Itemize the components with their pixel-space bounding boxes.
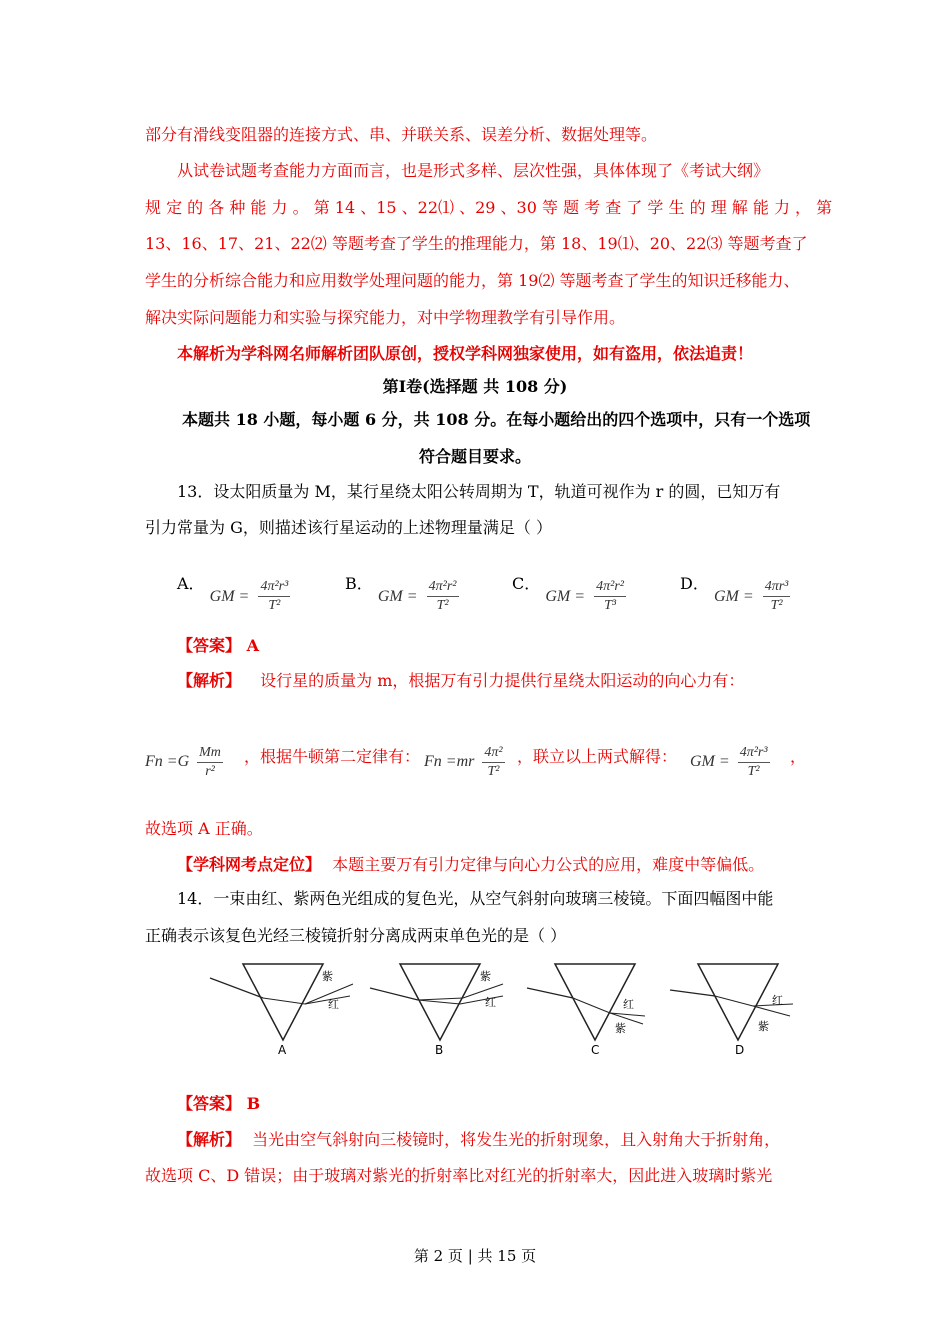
formula-denominator: T² [770,598,783,613]
ray-label-top: 紫 [322,970,333,983]
refracted-ray [573,998,610,1013]
incident-ray [370,988,418,1000]
copyright-notice: 本解析为学科网名师解析团队原创，授权学科网独家使用，如有盗用，依法追责！ [177,344,754,363]
answer-tag: 【答案】 [177,1094,242,1113]
paragraph-line: 从试卷试题考查能力方面而言，也是形式多样、层次性强，具体体现了《考试大纲》 [177,161,770,180]
formula-lhs: GM = [209,588,250,605]
option-d [680,566,790,613]
figure-letter: A [278,1043,287,1057]
keypoint-tag: 【学科网考点定位】 [177,855,322,874]
paragraph-line: 解决实际问题能力和实验与探究能力，对中学物理教学有引导作用。 [145,308,626,327]
analysis-tag: 【解析】 [177,1130,242,1149]
analysis-text: 设行星的质量为 m，根据万有引力提供行星绕太阳运动的向心力有： [260,671,745,690]
formula-numerator: 4π²r² [427,578,459,597]
ray-label-top: 紫 [480,970,491,983]
formula-denominator: T² [747,764,760,779]
paragraph-line: 规 定 的 各 种 能 力 。 第 14 、15 、22⑴ 、29 、30 等 题 考 查 了 学 生 的 理 解 能 力 ， 第 [145,198,833,217]
paragraph-line: 13、16、17、21、22⑵ 等题考查了学生的推理能力，第 18、19⑴、20、22⑶ 等题考查了 [145,234,808,253]
figure-letter: C [591,1043,600,1057]
incident-ray [670,990,715,996]
formula-numerator: 4πr³ [763,578,791,597]
option-c [512,566,626,613]
refracted-ray-violet [418,998,463,1000]
q13-answer [177,635,259,657]
formula-lhs: Fn =G [145,753,190,771]
q14-analysis [177,1129,780,1151]
formula-lhs: GM = [690,753,730,771]
analysis-text: 当光由空气斜射向三棱镜时，将发生光的折射现象，且入射角大于折射角， [252,1130,781,1149]
instructions-line: 符合题目要求。 [418,447,531,466]
formula-lhs: GM = [545,588,586,605]
option-b [345,566,459,613]
formula-lhs: GM = [377,588,418,605]
formula-numerator: 4π²r³ [258,578,290,597]
formula-connector: ， [790,747,807,766]
q13-analysis [177,670,744,692]
refracted-ray-red [418,1000,460,1004]
formula-denominator: T² [487,764,500,779]
formula-connector: ，根据牛顿第二定律有： [244,747,421,766]
q14-stem: 14．一束由红、紫两色光组成的复色光，从空气斜射向玻璃三棱镜。下面四幅图中能 [177,889,774,908]
formula-numerator: Mm [197,744,223,763]
option-label: D． [680,574,709,593]
q13-conclusion: 故选项 A 正确。 [145,819,263,838]
q13-stem: 13．设太阳质量为 M，某行星绕太阳公转周期为 T，轨道可视作为 r 的圆，已知万有 [177,482,781,501]
formula-numerator: 4π²r³ [738,744,770,763]
answer-tag: 【答案】 [177,636,242,655]
prism-figures [205,958,845,1058]
exit-ray-bottom [753,1006,790,1016]
prism-figure-d [670,964,793,1057]
refracted-ray [263,998,305,1004]
keypoint-text: 本题主要万有引力定律与向心力公式的应用，难度中等偏低。 [332,855,765,874]
prism-figure-a [210,964,353,1057]
page-footer: 第 2 页 | 共 15 页 [413,1247,537,1265]
formula-numerator: 4π²r² [594,578,626,597]
option-label: A． [177,574,205,593]
section-title: 第Ⅰ卷(选择题 共 108 分) [382,377,568,396]
paragraph-line: 部分有滑线变阻器的连接方式、串、并联关系、误差分析、数据处理等。 [145,125,658,144]
formula-lhs: GM = [713,588,754,605]
q13-stem: 引力常量为 G，则描述该行星运动的上述物理量满足（ ） [145,518,552,537]
formula-centripetal [145,744,223,781]
ray-label-bottom: 红 [328,998,339,1011]
ray-label-bottom: 红 [485,996,496,1009]
formula-result [690,744,770,781]
formula-denominator: T² [268,598,281,613]
q13-keypoint [177,854,764,876]
refracted-ray [715,996,753,1006]
figure-letter: B [435,1043,444,1057]
formula-numerator: 4π² [482,744,504,763]
option-label: B． [345,574,373,593]
ray-label-bottom: 紫 [615,1022,626,1035]
analysis-tag: 【解析】 [177,671,242,690]
prism-figure-b [370,964,503,1057]
answer-value: A [246,636,260,655]
prism-figure-c [527,964,645,1057]
formula-connector: ，联立以上两式解得： [517,747,678,766]
formula-denominator: T³ [604,598,617,613]
ray-label-bottom: 紫 [758,1020,769,1033]
ray-label-top: 红 [623,998,634,1011]
formula-lhs: Fn =mr [424,753,475,771]
formula-denominator: T² [436,598,449,613]
ray-label-top: 红 [772,994,783,1007]
formula-denominator: r² [205,764,215,779]
answer-value: B [246,1094,261,1113]
instructions-line: 本题共 18 小题，每小题 6 分，共 108 分。在每小题给出的四个选项中，只有一个选项 [182,410,811,429]
option-label: C． [512,574,541,593]
q14-answer [177,1093,260,1115]
formula-newton [424,744,505,781]
option-a [177,566,290,613]
figure-letter: D [735,1043,745,1057]
q14-analysis-cont: 故选项 C、D 错误；由于玻璃对紫光的折射率比对红光的折射率大，因此进入玻璃时紫光 [145,1166,773,1185]
paragraph-line: 学生的分析综合能力和应用数学处理问题的能力，第 19⑵ 等题考查了学生的知识迁移能力、 [145,271,800,290]
incident-ray [527,988,573,998]
q14-stem: 正确表示该复色光经三棱镜折射分离成两束单色光的是（ ） [145,926,567,945]
